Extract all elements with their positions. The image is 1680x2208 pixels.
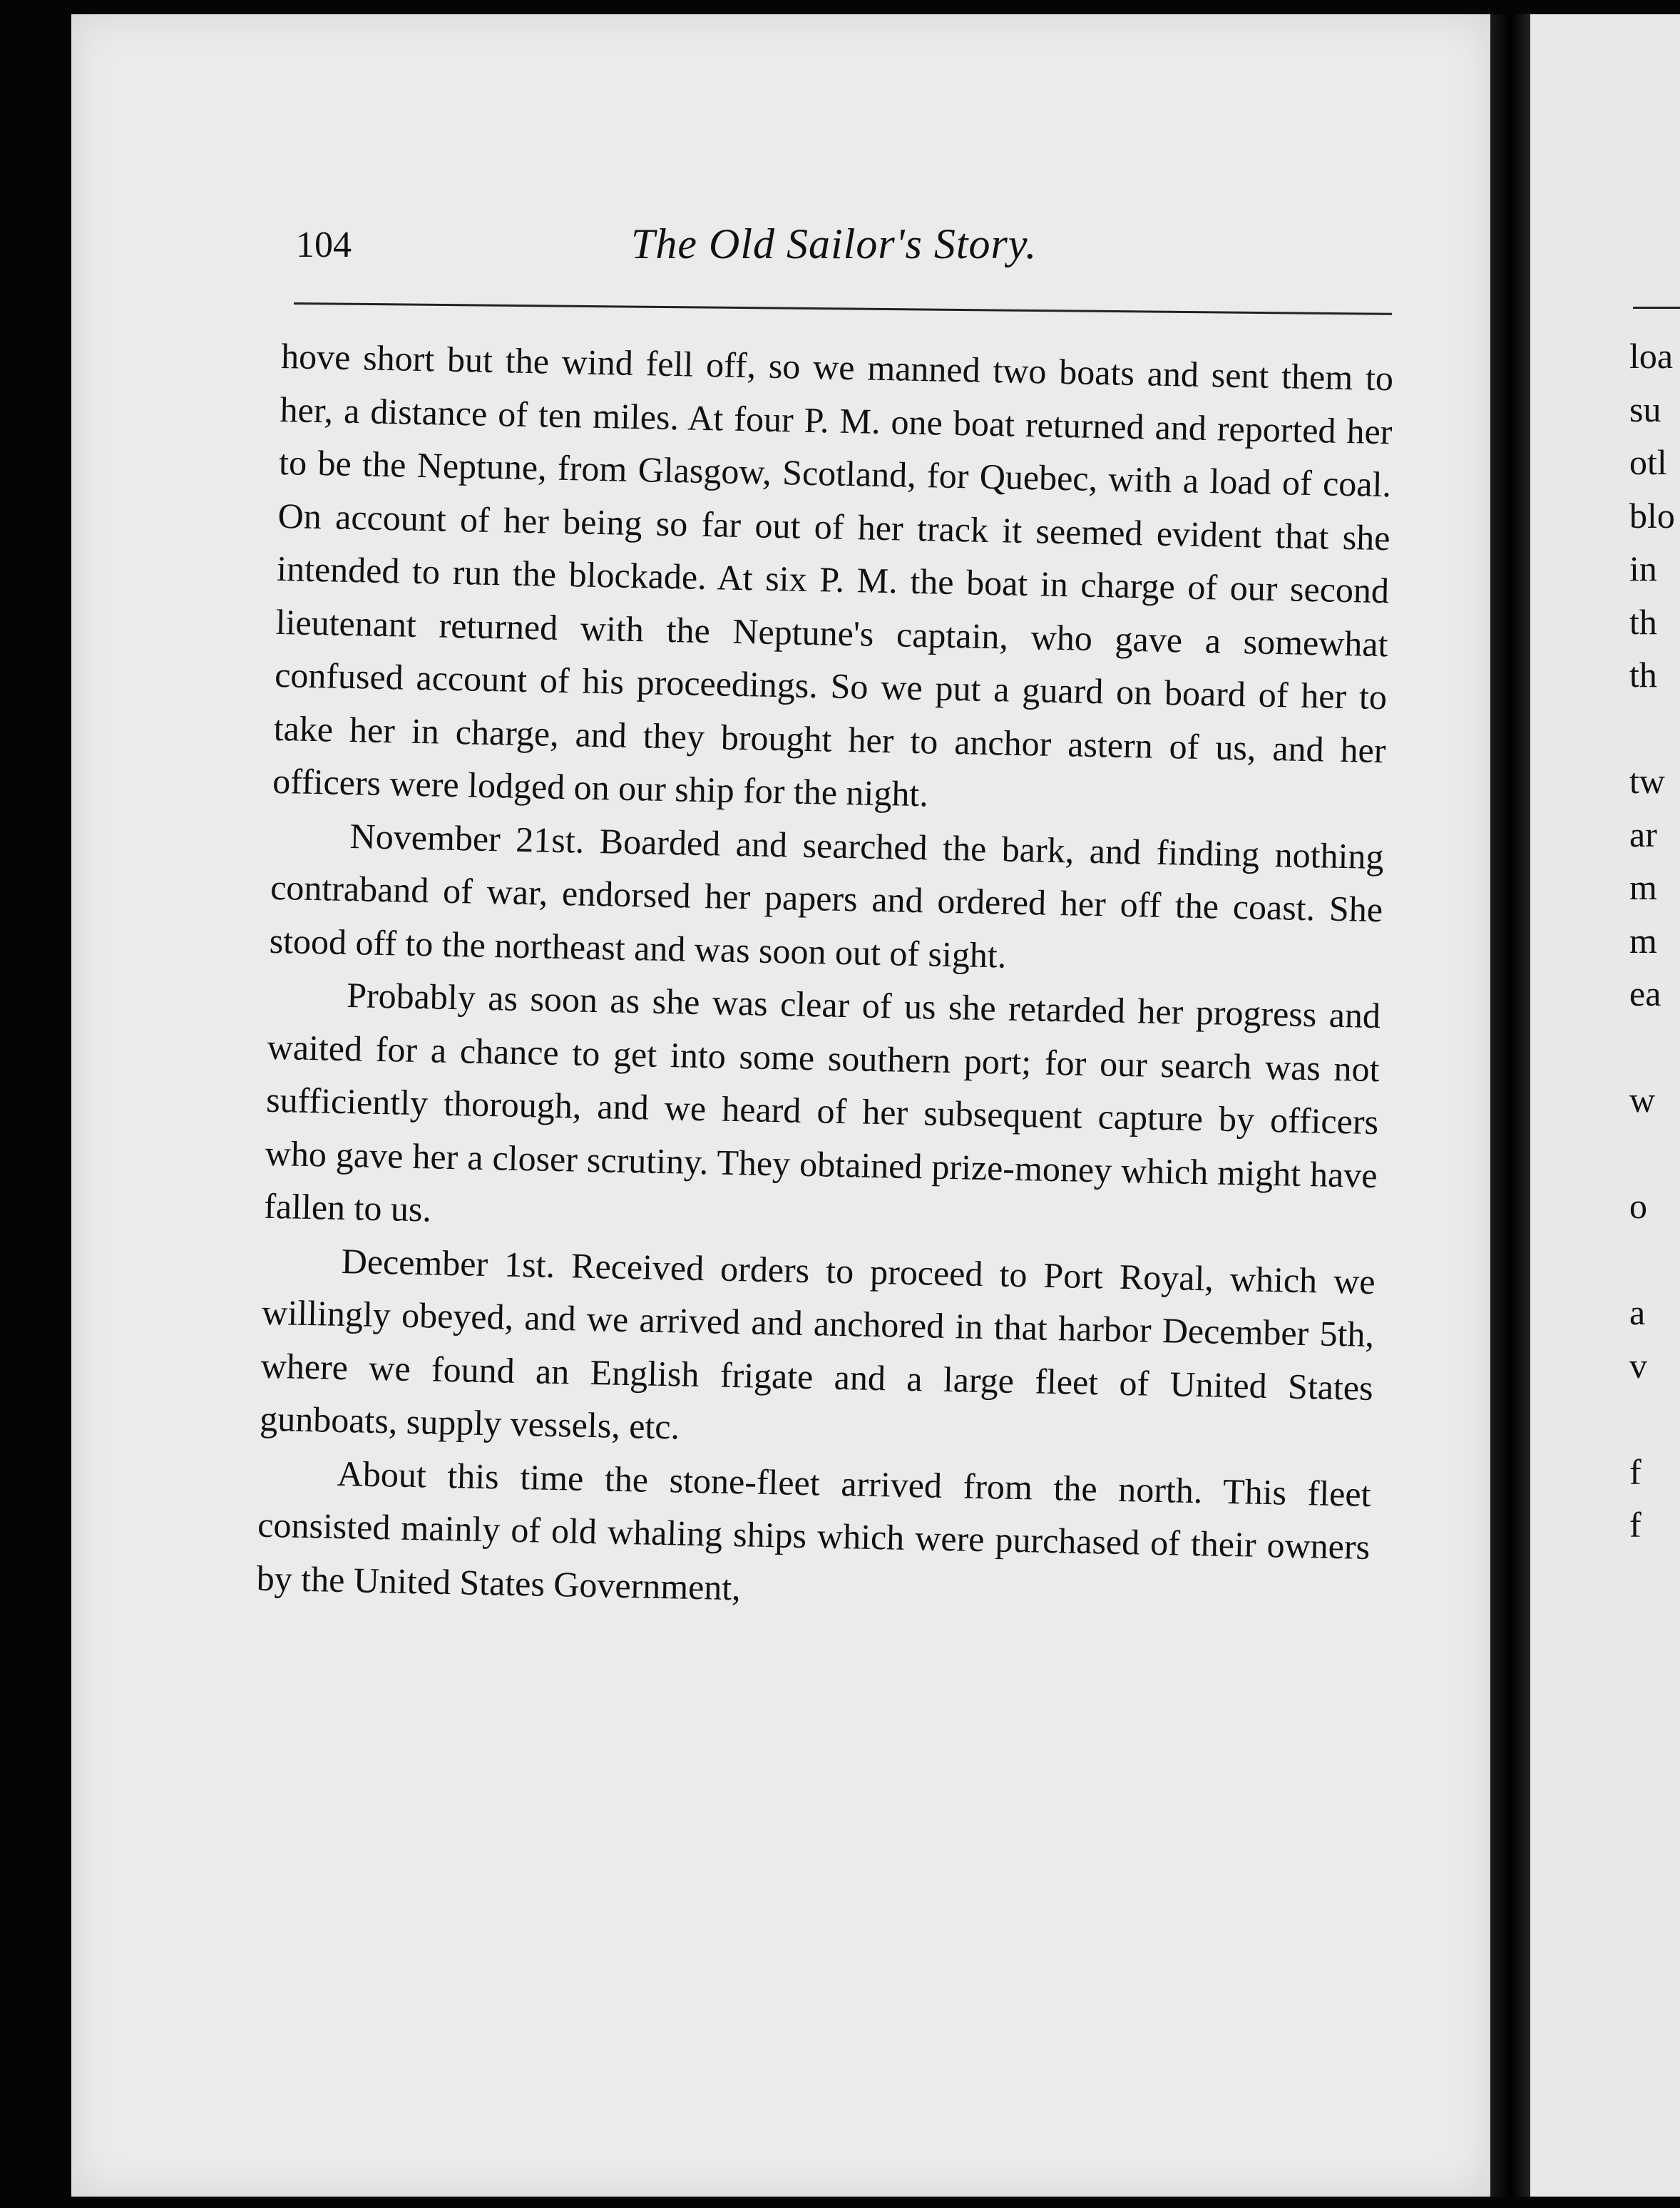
right-page-fragment: th [1629,601,1657,642]
paragraph: November 21st. Boarded and searched the bark, and finding nothing contraband of war, endorsed her papers and ordered her off the coast. She stood off to the northeast and was soon out of sight. [269,815,1385,976]
running-head [296,214,1408,285]
paragraph: hove short but the wind fell off, so we manned two boats and sent them to her, a distance of ten miles. At four P. M. one boat returned and reported her to be the Neptune, from Glasgow, Scotland, for Quebec, with a load of coal. On account of her being so far out of her track it seemed evident that she intended to run the blockade. At six P. M. the boat in charge of our second lieutenant returned with the Neptune's captain, who gave a somewhat confused account of his proceedings. So we put a guard on board of her to take her in charge, and they brought her to anchor astern of us, and her officers were lodged on our ship for the night. [272,335,1394,814]
right-page-fragment: blo [1629,495,1675,536]
right-page-fragment [1629,702,1680,755]
right-page-fragment: m [1629,920,1657,961]
right-page-fragment [1629,1127,1680,1180]
right-page-fragment: o [1629,1186,1647,1226]
right-page-fragment: ar [1629,814,1657,854]
paragraph: December 1st. Received orders to proceed to Port Royal, which we willingly obeyed, and we arrived and anchored in that harbor December 5th, where we found an English frigate and a large fleet of United States gunboats, supply vessels, etc. [259,1240,1376,1447]
right-page-fragment: ea [1629,973,1661,1013]
right-page-fragment: su [1629,389,1661,429]
right-page-fragment: w [1629,1080,1656,1120]
paragraph: Probably as soon as she was clear of us she retarded her progress and waited for a chance to get into some southern port; for our search was not sufficiently thorough, and we heard of her subsequent capture by officers who gave her a closer scrutiny. They obtained prize-money which might have fallen to us. [263,975,1381,1230]
right-page-fragment [1629,1392,1680,1446]
right-page-fragment: f [1629,1505,1641,1545]
right-page-fragment [1629,1021,1680,1074]
right-page-fragment: f [1629,1451,1641,1492]
right-page-fragment: a [1629,1292,1646,1332]
page-number: 104 [296,225,352,265]
right-page-fragment: loa [1629,336,1674,376]
paragraph: About this time the stone-fleet arrived from the north. This fleet consisted mainly of old whaling ships which were purchased of their owners by the United States Government, [256,1453,1372,1608]
right-page-fragment: otl [1629,442,1667,482]
body-text [256,329,1394,1627]
right-page-fragment: tw [1629,761,1665,801]
right-page-fragment: m [1629,867,1657,907]
book-gutter [1490,14,1530,2197]
right-page-text-fragments [1629,329,1680,1552]
right-page-fragment: in [1629,548,1657,588]
right-page-fragment: v [1629,1345,1647,1386]
right-page-header-rule [1633,307,1680,309]
right-page-fragment [1629,1233,1680,1287]
running-title: The Old Sailor's Story. [631,220,1038,267]
right-page-fragment: th [1629,655,1657,695]
